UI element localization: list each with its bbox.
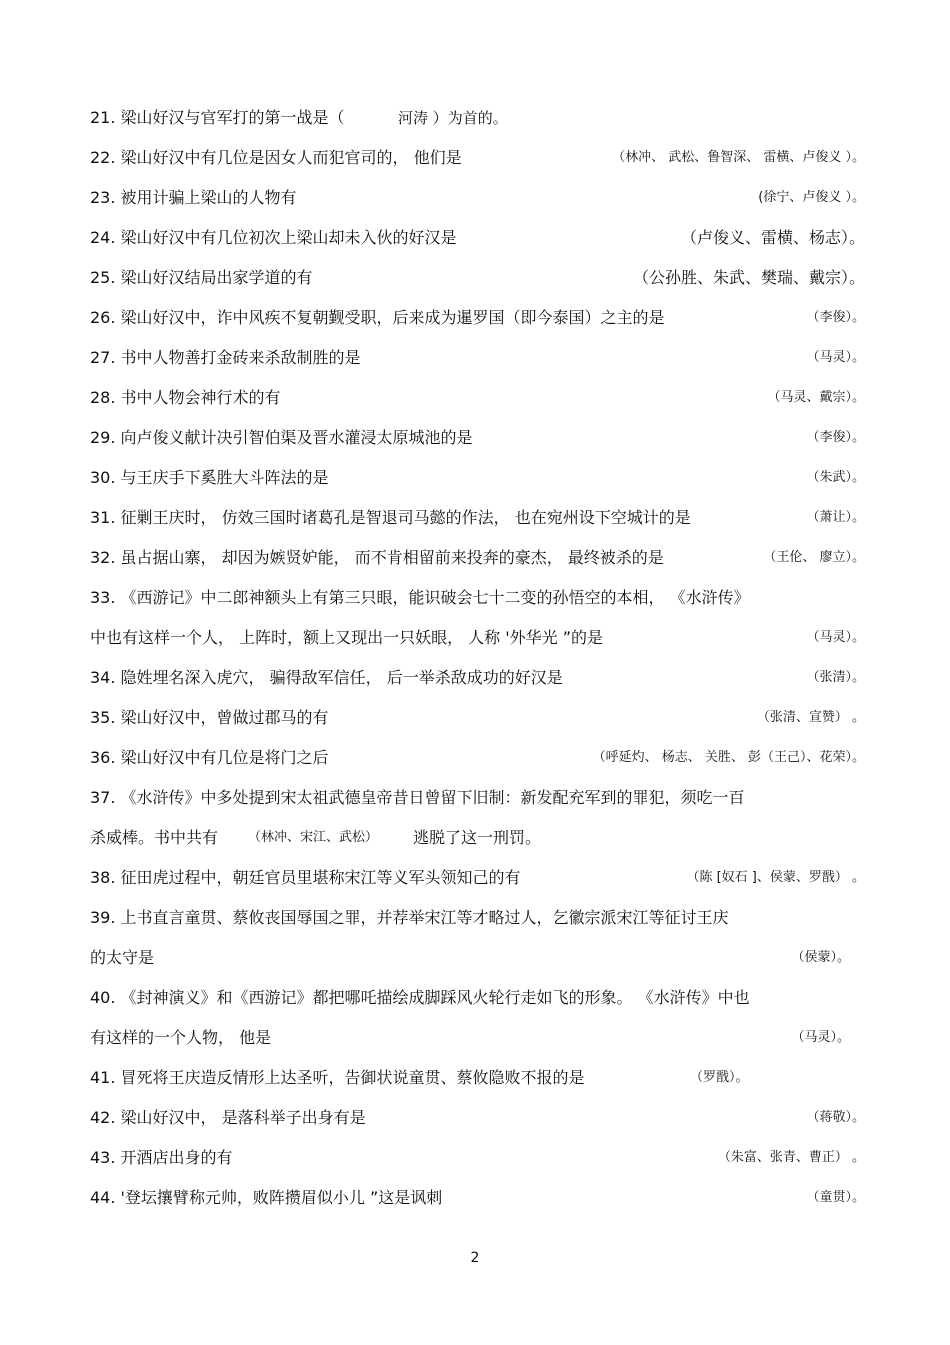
line-33b bbox=[90, 626, 865, 650]
answer-text: （蒋敬）。 bbox=[806, 1110, 865, 1125]
question-text: 31. 征剿王庆时， 仿效三国时诸葛孔是智退司马懿的作法， 也在宛州设下空城计的是 bbox=[90, 508, 691, 527]
line-41 bbox=[90, 1066, 865, 1090]
line-29 bbox=[90, 426, 865, 450]
question-text: 27. 书中人物善打金砖来杀敌制胜的是 bbox=[90, 348, 361, 367]
question-text: 28. 书中人物会神行术的有 bbox=[90, 388, 281, 407]
answer-text: （公孙胜、朱武、樊瑞、戴宗）。 bbox=[632, 268, 865, 287]
line-28 bbox=[90, 386, 865, 410]
answer-text: （侯蒙）。 bbox=[791, 950, 850, 965]
question-text: 23. 被用计骗上梁山的人物有 bbox=[90, 188, 297, 207]
line-40b bbox=[90, 1026, 865, 1050]
line-21 bbox=[90, 106, 865, 130]
line-26 bbox=[90, 306, 865, 330]
answer-text: （李俊）。 bbox=[806, 430, 865, 445]
line-43 bbox=[90, 1146, 865, 1170]
answer-text: （马灵）。 bbox=[806, 350, 865, 365]
question-text: 36. 梁山好汉中有几位是将门之后 bbox=[90, 748, 329, 767]
answer-text: （马灵、戴宗）。 bbox=[767, 390, 865, 405]
answer-text: （童贯）。 bbox=[806, 1190, 865, 1205]
question-text: 24. 梁山好汉中有几位初次上梁山却未入伙的好汉是 bbox=[90, 228, 457, 247]
line-40a bbox=[90, 986, 865, 1010]
answer-text: （林冲、 武松、鲁智深、 雷横、卢俊义 ）。 bbox=[612, 150, 865, 165]
answer-text: （陈 [奴石 ]、侯蒙、罗戬） 。 bbox=[686, 870, 865, 885]
line-35 bbox=[90, 706, 865, 730]
question-text: 中也有这样一个人， 上阵时，额上又现出一只妖眼， 人称 '外华光 ”的是 bbox=[90, 628, 604, 647]
answer-text: （呼延灼、 杨志、 关胜、 彭（王己）、花荣）。 bbox=[592, 750, 865, 765]
question-text: 34. 隐姓埋名深入虎穴， 骗得敌军信任， 后一举杀敌成功的好汉是 bbox=[90, 668, 563, 687]
line-39b bbox=[90, 946, 865, 970]
question-text: 21. 梁山好汉与官军打的第一战是（ bbox=[90, 108, 345, 127]
question-text: 42. 梁山好汉中， 是落科举子出身有是 bbox=[90, 1108, 366, 1127]
question-text: 22. 梁山好汉中有几位是因女人而犯官司的， 他们是 bbox=[90, 148, 462, 167]
answer-text: （李俊）。 bbox=[806, 310, 865, 325]
answer-text: （马灵）。 bbox=[791, 1030, 850, 1045]
question-text: 33. 《西游记》中二郎神额头上有第三只眼，能识破会七十二变的孙悟空的本相， 《水浒传》 bbox=[90, 588, 750, 607]
question-text: 杀威棒。书中共有 bbox=[90, 828, 219, 847]
line-39a bbox=[90, 906, 865, 930]
line-44 bbox=[90, 1186, 865, 1210]
question-text: 40. 《封神演义》和《西游记》都把哪吒描绘成脚踩风火轮行走如飞的形象。 《水浒传》中也 bbox=[90, 988, 750, 1007]
answer-text: （林冲、宋江、武松） bbox=[248, 830, 379, 845]
answer-text: （张清）。 bbox=[806, 670, 865, 685]
question-text: 44. '登坛攘臂称元帅，败阵攒眉似小儿 ”这是讽刺 bbox=[90, 1188, 443, 1207]
line-23 bbox=[90, 186, 865, 210]
line-31 bbox=[90, 506, 865, 530]
line-33a bbox=[90, 586, 865, 610]
answer-text: （卢俊义、雷横、杨志）。 bbox=[680, 228, 865, 247]
line-25 bbox=[90, 266, 865, 290]
line-37b bbox=[90, 826, 865, 850]
question-text: 35. 梁山好汉中，曾做过郡马的有 bbox=[90, 708, 329, 727]
line-27 bbox=[90, 346, 865, 370]
question-text: 的太守是 bbox=[90, 948, 155, 967]
answer-text: （马灵）。 bbox=[806, 630, 865, 645]
answer-text: （王伦、 廖立）。 bbox=[763, 550, 865, 565]
line-22 bbox=[90, 146, 865, 170]
question-text: 39. 上书直言童贯、蔡攸丧国辱国之罪，并荐举宋江等才略过人，乞徽宗派宋江等征讨王庆 bbox=[90, 908, 729, 927]
line-36 bbox=[90, 746, 865, 770]
question-text: 38. 征田虎过程中，朝廷官员里堪称宋江等义军头领知己的有 bbox=[90, 868, 521, 887]
question-text: 29. 向卢俊义献计决引智伯渠及晋水灌浸太原城池的是 bbox=[90, 428, 473, 447]
answer-text: （罗戬）。 bbox=[690, 1070, 749, 1085]
page-number: 2 bbox=[470, 1250, 480, 1266]
answer-text: （朱富、张青、曹正） 。 bbox=[717, 1150, 865, 1165]
question-text: 有这样的一个人物， 他是 bbox=[90, 1028, 272, 1047]
question-text: 25. 梁山好汉结局出家学道的有 bbox=[90, 268, 313, 287]
question-text: 37. 《水浒传》中多处提到宋太祖武德皇帝昔日曾留下旧制：新发配充军到的罪犯，须吃一百 bbox=[90, 788, 745, 807]
answer-text: 河涛 ）为首的。 bbox=[398, 109, 508, 127]
line-32 bbox=[90, 546, 865, 570]
line-30 bbox=[90, 466, 865, 490]
answer-text: (徐宁、卢俊义 ）。 bbox=[758, 190, 865, 205]
question-tail-text: 逃脱了这一刑罚。 bbox=[413, 828, 542, 847]
answer-text: （朱武）。 bbox=[806, 470, 865, 485]
line-42 bbox=[90, 1106, 865, 1130]
question-text: 30. 与王庆手下奚胜大斗阵法的是 bbox=[90, 468, 329, 487]
question-text: 26. 梁山好汉中，诈中风疾不复朝觐受职，后来成为暹罗国（即今泰国）之主的是 bbox=[90, 308, 665, 327]
answer-text: （萧让）。 bbox=[806, 510, 865, 525]
line-37a bbox=[90, 786, 865, 810]
question-text: 41. 冒死将王庆造反情形上达圣听，告御状说童贯、蔡攸隐败不报的是 bbox=[90, 1068, 585, 1087]
line-38 bbox=[90, 866, 865, 890]
question-text: 43. 开酒店出身的有 bbox=[90, 1148, 233, 1167]
line-34 bbox=[90, 666, 865, 690]
line-24 bbox=[90, 226, 865, 250]
question-text: 32. 虽占据山寨， 却因为嫉贤妒能， 而不肯相留前来投奔的豪杰， 最终被杀的是 bbox=[90, 548, 664, 567]
answer-text: （张清、宣赞） 。 bbox=[756, 710, 865, 725]
